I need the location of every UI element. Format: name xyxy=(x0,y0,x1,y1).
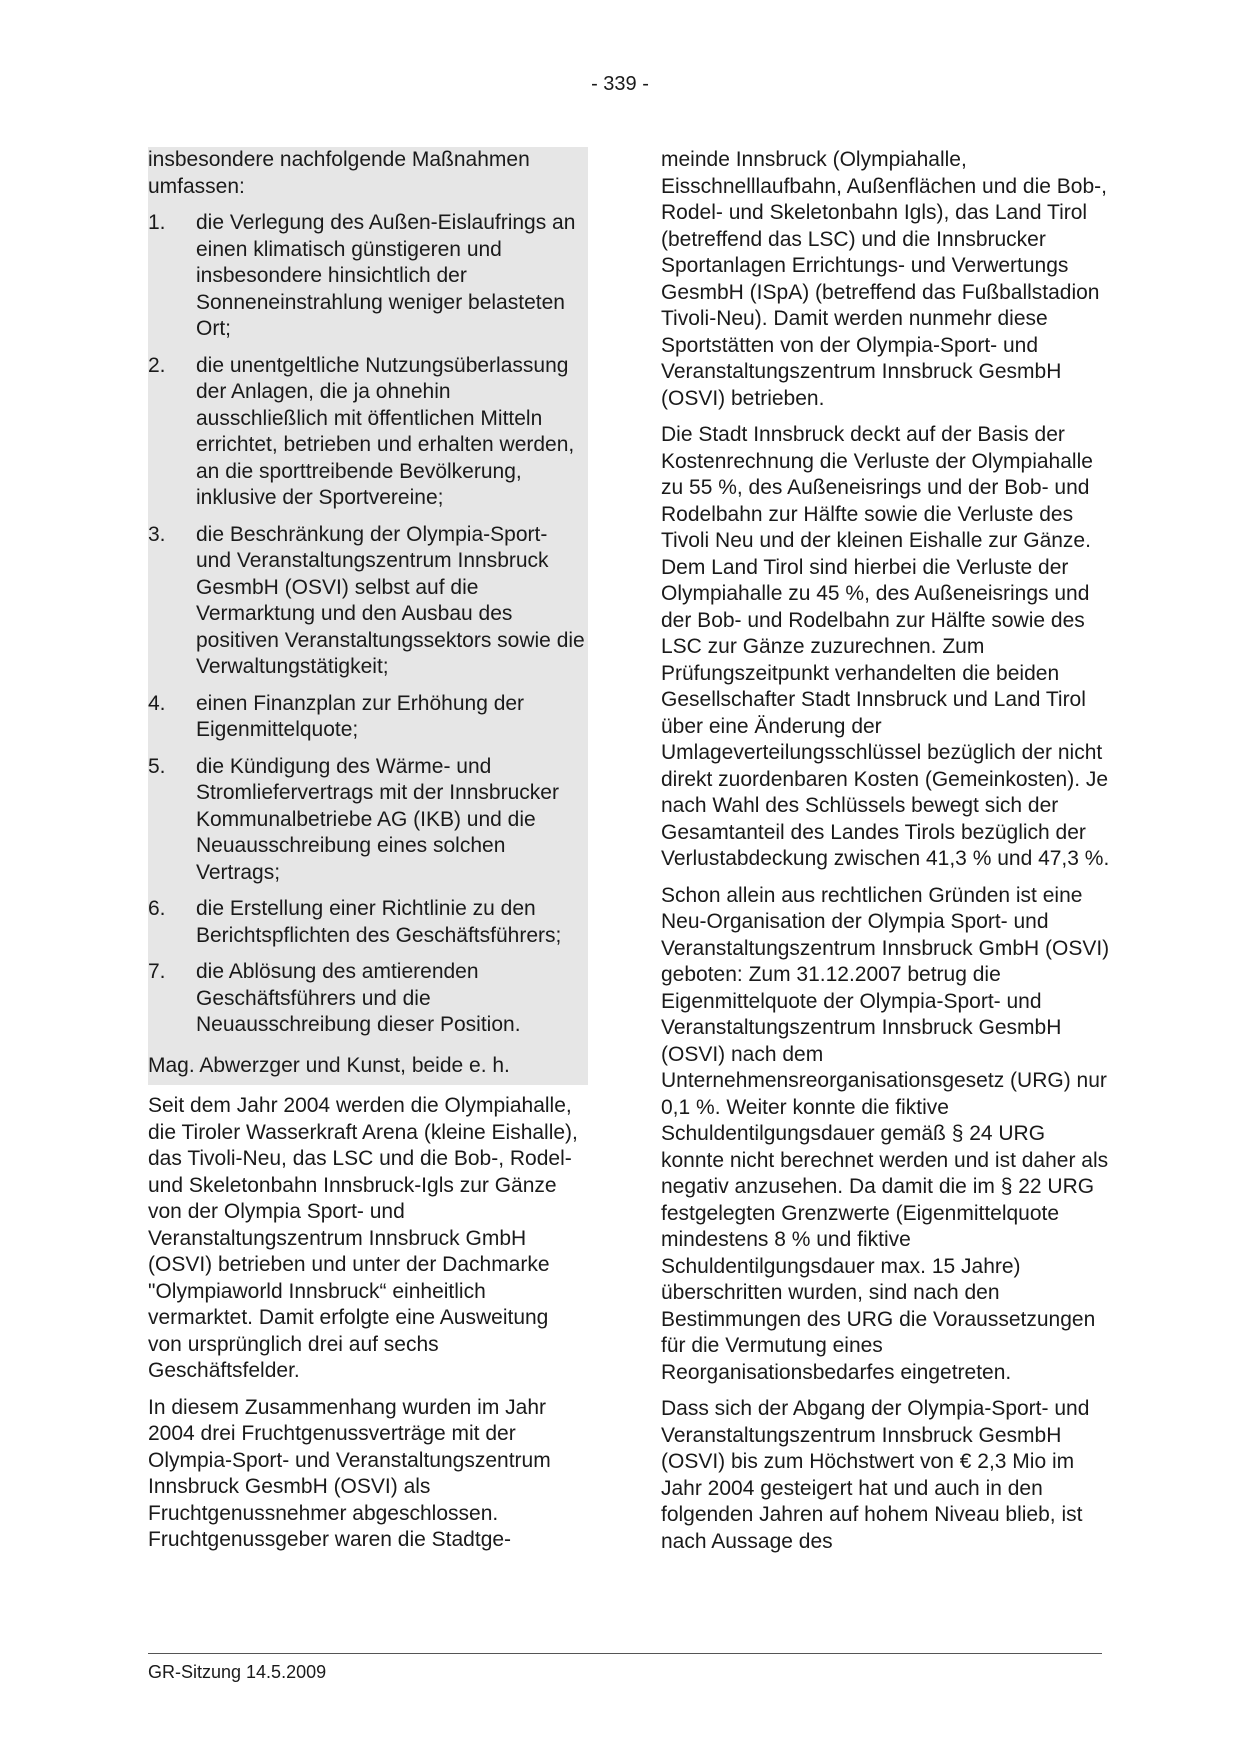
list-item xyxy=(148,353,586,512)
list-item-number: 4. xyxy=(148,691,166,715)
list-item-number: 7. xyxy=(148,960,166,983)
list-item xyxy=(148,959,586,1039)
right-column xyxy=(661,147,1111,1565)
body-paragraph: Die Stadt Innsbruck deckt auf der Basis der Kostenrechnung die Verluste der Olympiahalle zu 55 %, des Außeneisrings und der Bob- und Rodelbahn zur Hälfte sowie die Verluste des Tivoli Neu und der kleinen Eishalle zur Gänze. Dem Land Tirol sind hierbei die Verluste der Olympiahalle zu 45 %, des Außeneisrings und der Bob- und Rodelbahn zur Hälfte sowie des LSC zur Gänze zuzurechnen. Zum Prüfungszeitpunkt verhandelten die beiden Gesellschafter Stadt Innsbruck und Land Tirol über eine Änderung der Umlageverteilungsschlüssel bezüglich der nicht direkt zuordenbaren Kosten (Gemeinkosten). Je nach Wahl des Schlüssels bewegt sich der Gesamtanteil des Landes Tirols bezüglich der Verlustabdeckung zwischen 41,3 % und 47,3 %. xyxy=(661,423,1110,870)
list-item-text: die Kündigung des Wärme- und Stromliefervertrags mit der Innsbrucker Kommunalbetriebe AG (IKB) und die Neuausschreibung eines solchen Vertrags; xyxy=(196,754,559,884)
body-paragraph: Schon allein aus rechtlichen Gründen ist eine Neu-Organisation der Olympia Sport- und Veranstaltungszentrum Innsbruck GmbH (OSVI) geboten: Zum 31.12.2007 betrug die Eigenmittelquote der Olympia-Sport- und Veranstaltungszentrum Innsbruck GesmbH (OSVI) nach dem Unternehmensreorganisationsgesetz (URG) nur 0,1 %. Weiter konnte die fiktive Schuldentilgungsdauer gemäß § 24 URG konnte nicht berechnet werden und ist daher als negativ anzusehen. Da damit die im § 22 URG festgelegten Grenzwerte (Eigenmittelquote mindestens 8 % und fiktive Schuldentilgungsdauer max. 15 Jahre) überschritten wurden, sind nach den Bestimmungen des URG die Voraussetzungen für die Vermutung eines Reorganisationsbedarfes eingetreten. xyxy=(661,883,1110,1384)
list-item-text: die Erstellung einer Richtlinie zu den Berichtspflichten des Geschäftsführers; xyxy=(196,897,562,947)
list-item-number: 1. xyxy=(148,211,166,234)
list-item xyxy=(148,896,586,949)
footer-divider xyxy=(148,1653,1102,1654)
list-item xyxy=(148,691,586,744)
measures-intro: insbesondere nachfolgende Maßnahmen umfassen: xyxy=(148,148,530,198)
list-item-number: 2. xyxy=(148,353,166,377)
list-item-number: 5. xyxy=(148,754,166,778)
motion-signoff: Mag. Abwerzger und Kunst, beide e. h. xyxy=(148,1053,510,1077)
list-item-text: die unentgeltliche Nutzungsüberlassung der Anlagen, die ja ohnehin ausschließlich mit öffentlichen Mitteln errichtet, betrieben und erhalten werden, an die sporttreibende Bevölkerung, inklusive der Sportvereine; xyxy=(196,353,575,509)
body-paragraph: Seit dem Jahr 2004 werden die Olympiahalle, die Tiroler Wasserkraft Arena (kleine Eishalle), das Tivoli-Neu, das LSC und die Bob-, Rodel- und Skeletonbahn Innsbruck-Igls zur Gänze von der Olympia Sport- und Veranstaltungszentrum Innsbruck GmbH (OSVI) betrieben und unter der Dachmarke "Olympiaworld Innsbruck“ einheitlich vermarktet. Damit erfolgte eine Ausweitung von ursprünglich drei auf sechs Geschäftsfelder. xyxy=(148,1094,578,1382)
measures-list xyxy=(148,210,586,1039)
motion-measures-block xyxy=(148,147,588,1085)
footer-session-date: GR-Sitzung 14.5.2009 xyxy=(148,1662,327,1682)
list-item xyxy=(148,210,586,343)
left-column xyxy=(148,147,588,1564)
list-item-number: 3. xyxy=(148,522,166,546)
list-item-text: einen Finanzplan zur Erhöhung der Eigenmittelquote; xyxy=(196,691,525,741)
body-paragraph: Dass sich der Abgang der Olympia-Sport- und Veranstaltungszentrum Innsbruck GesmbH (OSVI) bis zum Höchstwert von € 2,3 Mio im Jahr 2004 gesteigert hat und auch in den folgenden Jahren auf hohem Niveau blieb, ist nach Aussage des xyxy=(661,1397,1090,1553)
list-item xyxy=(148,754,586,887)
page-number: - 339 - xyxy=(591,73,649,95)
list-item-number: 6. xyxy=(148,897,166,920)
list-item-text: die Beschränkung der Olympia-Sport- und Veranstaltungszentrum Innsbruck GesmbH (OSVI) selbst auf die Vermarktung und den Ausbau des positiven Veranstaltungssektors sowie die Verwaltungstätigkeit; xyxy=(196,522,585,678)
body-paragraph: In diesem Zusammenhang wurden im Jahr 2004 drei Fruchtgenussverträge mit der Olympia-Sport- und Veranstaltungszentrum Innsbruck GesmbH (OSVI) als Fruchtgenussnehmer abgeschlossen. Fruchtgenussgeber waren die Stadtge- xyxy=(148,1395,551,1551)
list-item xyxy=(148,522,586,681)
list-item-text: die Verlegung des Außen-Eislaufrings an einen klimatisch günstigeren und insbesondere hinsichtlich der Sonneneinstrahlung weniger belasteten Ort; xyxy=(196,211,576,340)
body-paragraph: meinde Innsbruck (Olympiahalle, Eisschnelllaufbahn, Außenflächen und die Bob-, Rodel- und Skeletonbahn Igls), das Land Tirol (betreffend das LSC) und die Innsbrucker Sportanlagen Errichtungs- und Verwertungs GesmbH (ISpA) (betreffend das Fußballstadion Tivoli-Neu). Damit werden nunmehr diese Sportstätten von der Olympia-Sport- und Veranstaltungszentrum Innsbruck GesmbH (OSVI) betrieben. xyxy=(661,148,1107,410)
list-item-text: die Ablösung des amtierenden Geschäftsführers und die Neuausschreibung dieser Position. xyxy=(196,960,521,1036)
